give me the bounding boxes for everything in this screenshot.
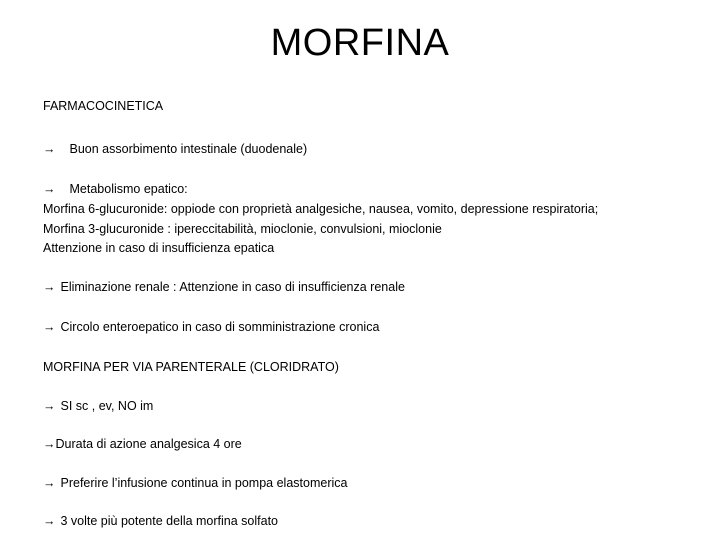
arrow-icon: → bbox=[43, 514, 56, 528]
bullet-infusione bbox=[43, 473, 347, 493]
bullet-circolo bbox=[43, 317, 379, 337]
bullet-text: Buon assorbimento intestinale (duodenale) bbox=[69, 142, 308, 156]
bullet-text: SI sc , ev, NO im bbox=[60, 399, 154, 413]
bullet-assorbimento bbox=[43, 139, 307, 159]
text-morfina-6-glucuronide: Morfina 6-glucuronide: oppiode con proprietà analgesiche, nausea, vomito, depressione respiratoria; bbox=[43, 202, 599, 216]
bullet-text: Metabolismo epatico: bbox=[69, 182, 188, 196]
bullet-eliminazione bbox=[43, 277, 405, 297]
text-attenzione-epatica: Attenzione in caso di insufficienza epatica bbox=[43, 241, 275, 255]
bullet-text: Circolo enteroepatico in caso di somministrazione cronica bbox=[60, 320, 380, 334]
bullet-text: Durata di azione analgesica 4 ore bbox=[55, 437, 242, 451]
arrow-icon: → bbox=[43, 320, 56, 334]
arrow-icon: → bbox=[43, 142, 56, 156]
arrow-icon: → bbox=[43, 399, 56, 413]
arrow-icon: → bbox=[43, 476, 56, 490]
bullet-text: Preferire l’infusione continua in pompa elastomerica bbox=[60, 476, 348, 490]
bullet-text: Eliminazione renale : Attenzione in caso di insufficienza renale bbox=[60, 280, 405, 294]
text-morfina-3-glucuronide: Morfina 3-glucuronide : ipereccitabilità, mioclonie, convulsioni, mioclonie bbox=[43, 222, 442, 236]
bullet-text: 3 volte più potente della morfina solfato bbox=[60, 514, 278, 528]
section-heading-farmacocinetica: FARMACOCINETICA bbox=[43, 99, 164, 113]
bullet-durata bbox=[43, 434, 242, 454]
page-title: MORFINA bbox=[270, 22, 450, 64]
bullet-vie bbox=[43, 396, 153, 416]
arrow-icon: → bbox=[43, 182, 56, 196]
arrow-icon: → bbox=[43, 280, 56, 294]
bullet-potenza bbox=[43, 511, 278, 531]
arrow-icon: → bbox=[43, 437, 56, 451]
section-heading-parenterale: MORFINA PER VIA PARENTERALE (CLORIDRATO) bbox=[43, 360, 339, 374]
bullet-metabolismo bbox=[43, 179, 188, 199]
